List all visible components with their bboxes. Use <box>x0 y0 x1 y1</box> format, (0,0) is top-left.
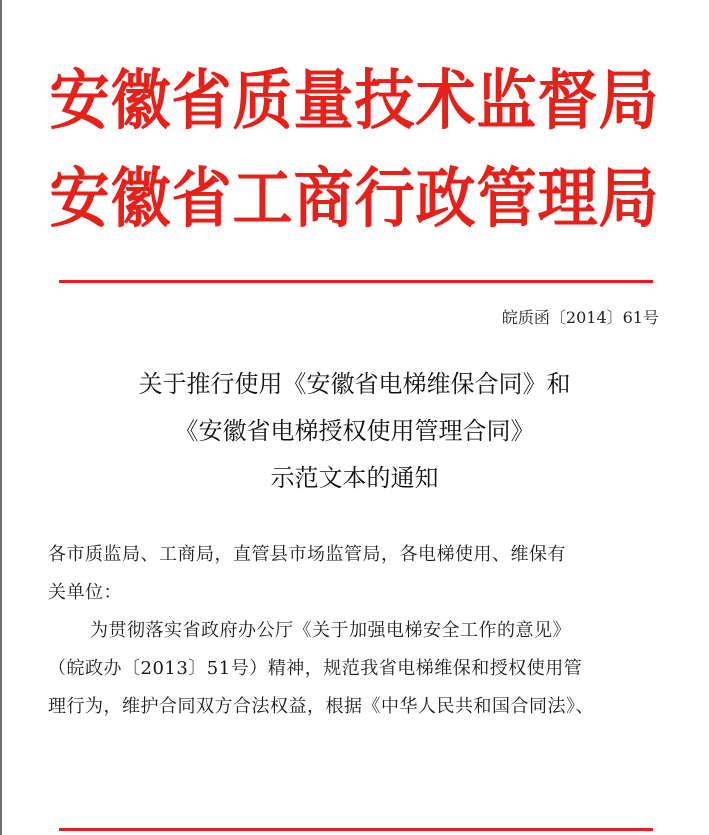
body-text-line: （皖政办〔2013〕51号）精神，规范我省电梯维保和授权使用管 <box>48 658 583 679</box>
notice-title-line-2: 《安徽省电梯授权使用管理合同》 <box>174 417 535 445</box>
agency-title-industry-commerce: 安徽省工商行政管理局 <box>49 161 660 237</box>
agency-title-quality-supervision: 安徽省质量技术监督局 <box>49 63 660 139</box>
notice-title-line-1: 关于推行使用《安徽省电梯维保合同》和 <box>138 370 571 398</box>
body-text-line: 关单位： <box>48 582 122 603</box>
red-header-rule <box>59 280 653 283</box>
body-text-line: 为贯彻落实省政府办公厅《关于加强电梯安全工作的意见》 <box>90 620 571 641</box>
notice-title-line-3: 示范文本的通知 <box>270 464 439 492</box>
red-footer-rule <box>59 828 653 831</box>
document-number: 皖质函〔2014〕61号 <box>501 308 659 327</box>
body-text-line: 各市质监局、工商局，直管县市场监管局，各电梯使用、维保有 <box>48 544 566 565</box>
body-text-line: 理行为，维护合同双方合法权益，根据《中华人民共和国合同法》、 <box>48 696 594 717</box>
